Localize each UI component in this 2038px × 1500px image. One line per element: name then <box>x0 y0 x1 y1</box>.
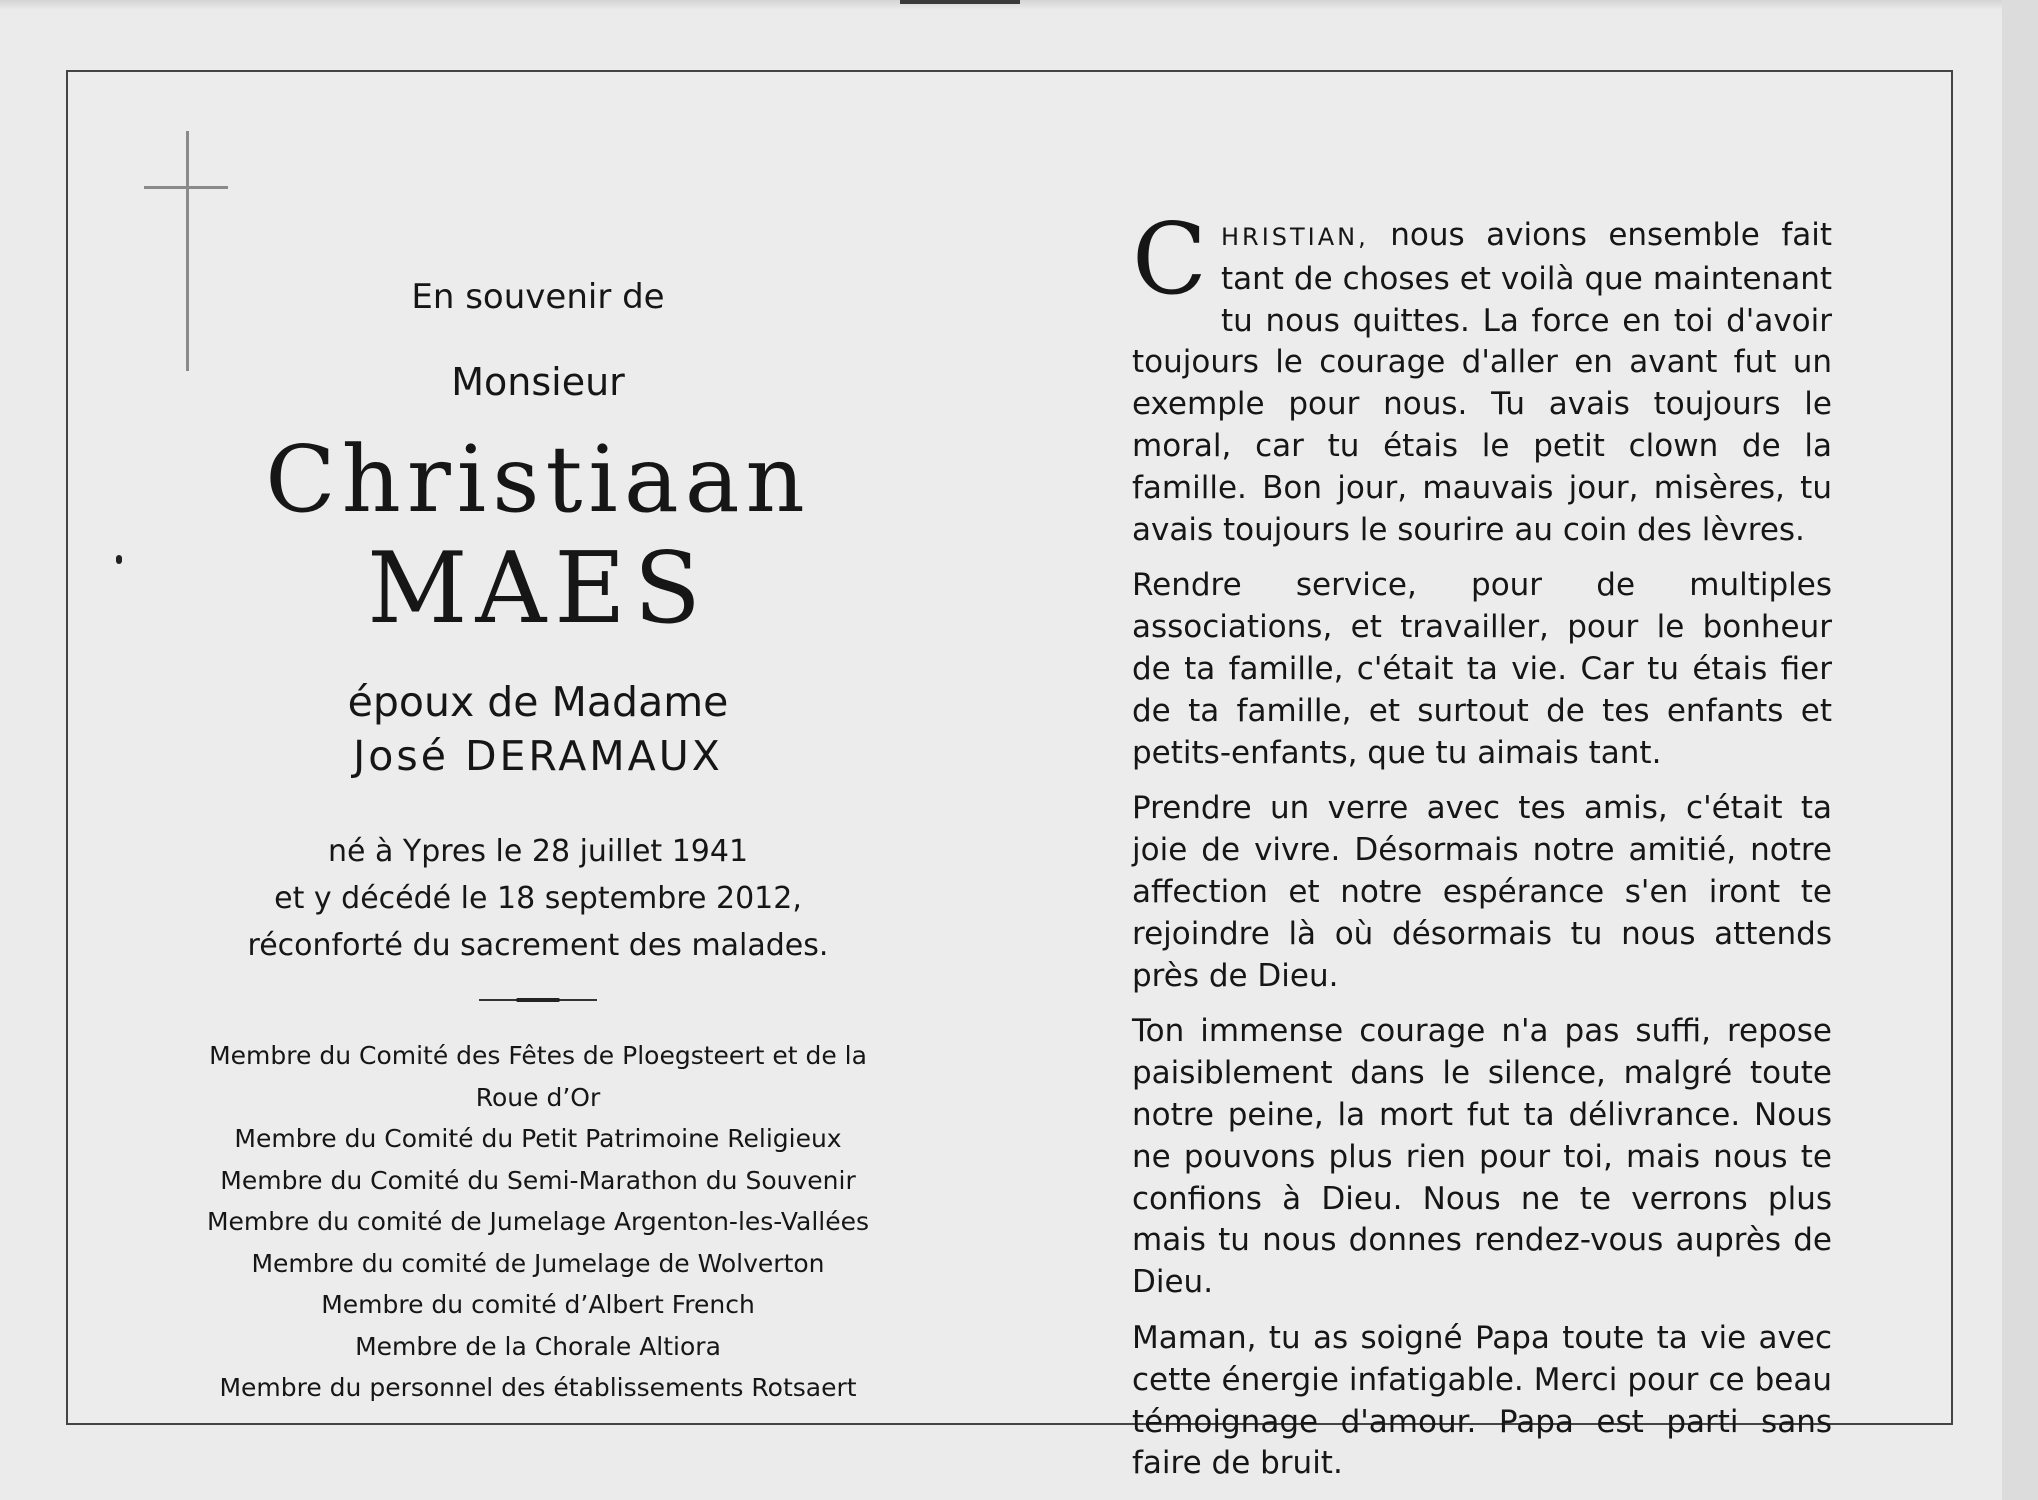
death-line: et y décédé le 18 septembre 2012, <box>274 881 802 916</box>
tribute-paragraph-5: Maman, tu as soigné Papa toute ta vie avec cette énergie infatigable. Merci pour ce beau témoignage d'amour. Papa est parti sans faire de bruit. <box>1132 1319 1832 1482</box>
membership-item: Membre de la Chorale Altiora <box>355 1331 721 1361</box>
tribute-paragraph-1 <box>1132 203 1832 551</box>
tribute-paragraph-2: Rendre service, pour de multiples associations, et travailler, pour le bonheur de ta famille, c'était ta vie. Car tu étais fier de ta famille, et surtout de tes enfants et petits-enfants, que tu aimais tant. <box>1132 567 1832 771</box>
tribute-paragraph-3: Prendre un verre avec tes amis, c'était ta joie de vivre. Désormais notre amitié, notre affection et notre espérance s'en iront te rejoindre là où désormais tu nous attends près de Dieu. <box>1132 790 1832 994</box>
intro-text: En souvenir de <box>411 277 665 317</box>
binding-mark <box>900 0 1020 4</box>
page-right-edge <box>2002 0 2038 1500</box>
membership-item: Membre du comité de Jumelage Argenton-les-Vallées <box>206 1207 870 1236</box>
divider-ornament <box>479 997 597 1003</box>
spouse-line: époux de Madame <box>347 678 729 726</box>
first-name: Christiaan <box>265 426 811 533</box>
membership-item: Membre du Comité du Petit Patrimoine Religieux <box>234 1124 842 1153</box>
tribute-text <box>1132 203 1832 1499</box>
last-name: MAES <box>367 532 709 646</box>
drop-cap: C <box>1132 203 1207 317</box>
cross-icon-bar <box>144 186 228 189</box>
tribute-paragraph-4: Ton immense courage n'a pas suffi, repose paisiblement dans le silence, malgré toute notre peine, la mort fut ta délivrance. Nous ne pouvons plus rien pour toi, mais nous te confions à Dieu. Nous ne te verrons plus mais tu nous donnes rendez-vous auprès de Dieu. <box>1132 1013 1832 1301</box>
membership-item: Membre du Comité des Fêtes de Ploegsteert et de la Roue d’Or <box>209 1041 867 1112</box>
membership-item: Membre du comité de Jumelage de Wolverton <box>251 1248 825 1278</box>
left-column <box>198 202 878 1409</box>
membership-list <box>198 1035 878 1409</box>
spouse-name: José DERAMAUX <box>353 732 723 780</box>
ink-dot <box>116 555 122 564</box>
cross-icon <box>186 131 189 371</box>
membership-item: Membre du personnel des établissements Rotsaert <box>219 1373 857 1402</box>
sacrament-line: réconforté du sacrement des malades. <box>247 928 829 963</box>
lead-word: HRISTIAN, <box>1220 223 1369 251</box>
paragraph-1-text: nous avions ensemble fait tant de choses et voilà que maintenant tu nous quittes. La force en toi d'avoir toujours le courage d'aller en avant fut un exemple pour nous. Tu avais toujours le moral, car tu étais le petit clown de la famille. Bon jour, mauvais jour, misères, tu avais toujours le sourire au coin des lèvres. <box>1132 217 1832 548</box>
honorific: Monsieur <box>451 360 625 404</box>
birth-death-block <box>198 828 878 969</box>
birth-line: né à Ypres le 28 juillet 1941 <box>327 834 749 869</box>
membership-item: Membre du comité d’Albert French <box>321 1290 755 1319</box>
membership-item: Membre du Comité du Semi-Marathon du Souvenir <box>220 1165 856 1195</box>
